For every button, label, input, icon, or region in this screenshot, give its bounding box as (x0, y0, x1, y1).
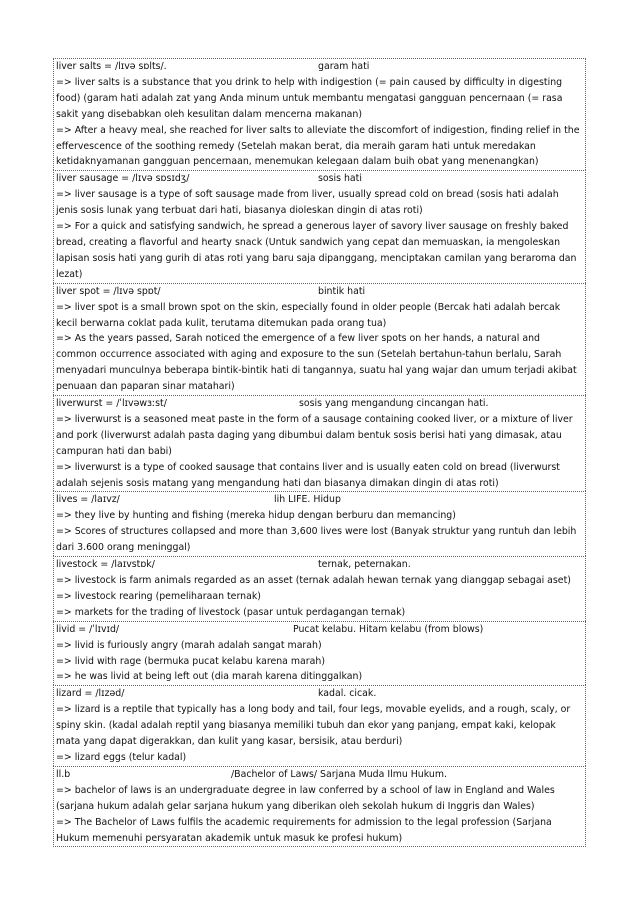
entry-term: livid = /ˈlɪvɪd/ (56, 623, 120, 635)
entry-translation: bintik hati (318, 285, 366, 297)
entry-line: => liverwurst is a type of cooked sausage that contains liver and is usually eaten cold on bread (liverwurst adalah sejenis sosis matang yang mengandung hati dan biasanya dimakan dingin di atas roti) (56, 461, 560, 489)
entry-translation: sosis hati (318, 173, 362, 185)
entry-head (56, 622, 583, 638)
entry-liver-salts (53, 58, 586, 170)
entry-line: => livestock rearing (pemeliharaan ternak) (56, 590, 261, 602)
entry-line: => liver sausage is a type of soft sausage made from liver, usually spread cold on bread (sosis hati adalah jenis sosis lunak yang terbuat dari hati, biasanya dioleskan dingin di atas roti) (56, 189, 559, 217)
entry-llb (53, 766, 586, 848)
entry-head (56, 767, 583, 783)
entry-line: => After a heavy meal, she reached for liver salts to alleviate the discomfort of indigestion, finding relief in the effervescence of the soothing remedy (Setelah makan berat, dia meraih garam hati untuk meredakan ketidaknyamanan gangguan pencernaan, menemukan kelegaan dalam buih obat yang menenangkan) (56, 124, 580, 168)
entry-term: liver sausage = /lɪvə sɒsɪdʒ/ (56, 173, 190, 185)
entry-head (56, 284, 583, 300)
entry-head (56, 396, 583, 412)
entry-liver-sausage (53, 170, 586, 282)
entry-head (56, 557, 583, 573)
entry-line: => he was livid at being left out (dia marah karena ditinggalkan) (56, 671, 363, 683)
entry-head (56, 59, 583, 75)
entry-line: => bachelor of laws is an undergraduate degree in law conferred by a school of law in England and Wales (sarjana hukum adalah gelar sarjana hukum yang diberikan oleh sekolah hukum di Inggris dan Wales) (56, 784, 555, 812)
entry-line: => markets for the trading of livestock (pasar untuk perdagangan ternak) (56, 606, 406, 618)
entry-liverwurst (53, 395, 586, 491)
entry-line: => liver spot is a small brown spot on the skin, especially found in older people (Bercak hati adalah bercak kecil berwarna coklat pada kulit, terutama ditemukan pada orang tua) (56, 301, 561, 329)
entry-term: lives = /laɪvz/ (56, 494, 120, 506)
entry-line: => livid with rage (bermuka pucat kelabu karena marah) (56, 655, 325, 667)
entry-translation: kadal. cicak. (318, 688, 377, 700)
entry-liver-spot (53, 283, 586, 395)
entry-translation: sosis yang mengandung cincangan hati. (299, 398, 489, 410)
entry-line: => they live by hunting and fishing (mereka hidup dengan berburu dan memancing) (56, 510, 456, 522)
entry-line: => livid is furiously angry (marah adalah sangat marah) (56, 639, 322, 651)
entry-line: => Scores of structures collapsed and more than 3,600 lives were lost (Banyak struktur yang runtuh dan lebih dari 3.600 orang meninggal) (56, 526, 577, 554)
entry-line: => As the years passed, Sarah noticed the emergence of a few liver spots on her hands, a natural and common occurrence associated with aging and exposure to the sun (Setelah bertahun-tahun berlalu, Sarah menyadari munculnya beberapa bintik-bintik hati di tangannya, suatu hal yang wajar dan umum terjadi akibat penuaan dan paparan sinar matahari) (56, 333, 577, 393)
entry-translation: /Bachelor of Laws/ Sarjana Muda Ilmu Hukum. (231, 768, 447, 780)
entry-translation: Pucat kelabu. Hitam kelabu (from blows) (293, 623, 484, 635)
entry-line: => livestock is farm animals regarded as an asset (ternak adalah hewan ternak yang dianggap sebagai aset) (56, 575, 571, 586)
entry-line: => For a quick and satisfying sandwich, he spread a generous layer of savory liver sausage on freshly baked bread, creating a flavorful and hearty snack (Untuk sandwich yang cepat dan memuaskan, ia mengoleskan lapisan sosis hati yang gurih di atas roti yang baru saja dipanggang, menciptakan camilan yang beraroma dan lezat) (56, 221, 577, 280)
entry-line: => lizard eggs (telur kadal) (56, 751, 187, 763)
entry-term: ll.b (56, 768, 71, 780)
entry-term: lizard = /lɪzəd/ (56, 688, 125, 700)
entry-head (56, 492, 583, 508)
entry-line: => The Bachelor of Laws fulfils the academic requirements for admission to the legal profession (Sarjana Hukum memenuhi persyaratan akademik untuk masuk ke profesi hukum) (56, 816, 552, 844)
entry-lizard (53, 685, 586, 766)
entry-term: liver salts = /lɪvə sɒlts/. (56, 61, 167, 72)
entry-lives (53, 491, 586, 556)
entry-line: => liver salts is a substance that you drink to help with indigestion (= pain caused by difficulty in digesting food) (garam hati adalah zat yang Anda minum untuk membantu mengatasi gangguan pencernaan (= rasa sakit yang disebabkan oleh kesulitan dalam mencerna makanan) (56, 76, 563, 120)
entry-livid (53, 621, 586, 686)
dictionary-page (53, 58, 586, 847)
entry-translation: garam hati (318, 61, 370, 72)
entry-head (56, 171, 583, 187)
entry-livestock (53, 556, 586, 621)
entry-term: liverwurst = /ˈlɪvəwɜːst/ (56, 398, 167, 410)
entry-term: liver spot = /lɪvə spɒt/ (56, 285, 161, 297)
entry-translation: lih LIFE. Hidup (274, 494, 341, 506)
entry-head (56, 686, 583, 702)
entry-line: => lizard is a reptile that typically has a long body and tail, four legs, movable eyelids, and a rough, scaly, or spiny skin. (kadal adalah reptil yang biasanya memiliki tubuh dan ekor yang panjang, empat kaki, kelopak mata yang dapat digerakkan, dan kulit yang kasar, bersisik, atau berduri) (56, 704, 571, 748)
entry-term: livestock = /laɪvstɒk/ (56, 559, 155, 571)
entry-line: => liverwurst is a seasoned meat paste in the form of a sausage containing cooked liver, or a mixture of liver and pork (liverwurst adalah pasta daging yang dibumbui dalam bentuk sosis berisi hati yang dimasak, atau campuran hati dan babi) (56, 413, 573, 457)
entry-translation: ternak, peternakan. (318, 559, 411, 571)
